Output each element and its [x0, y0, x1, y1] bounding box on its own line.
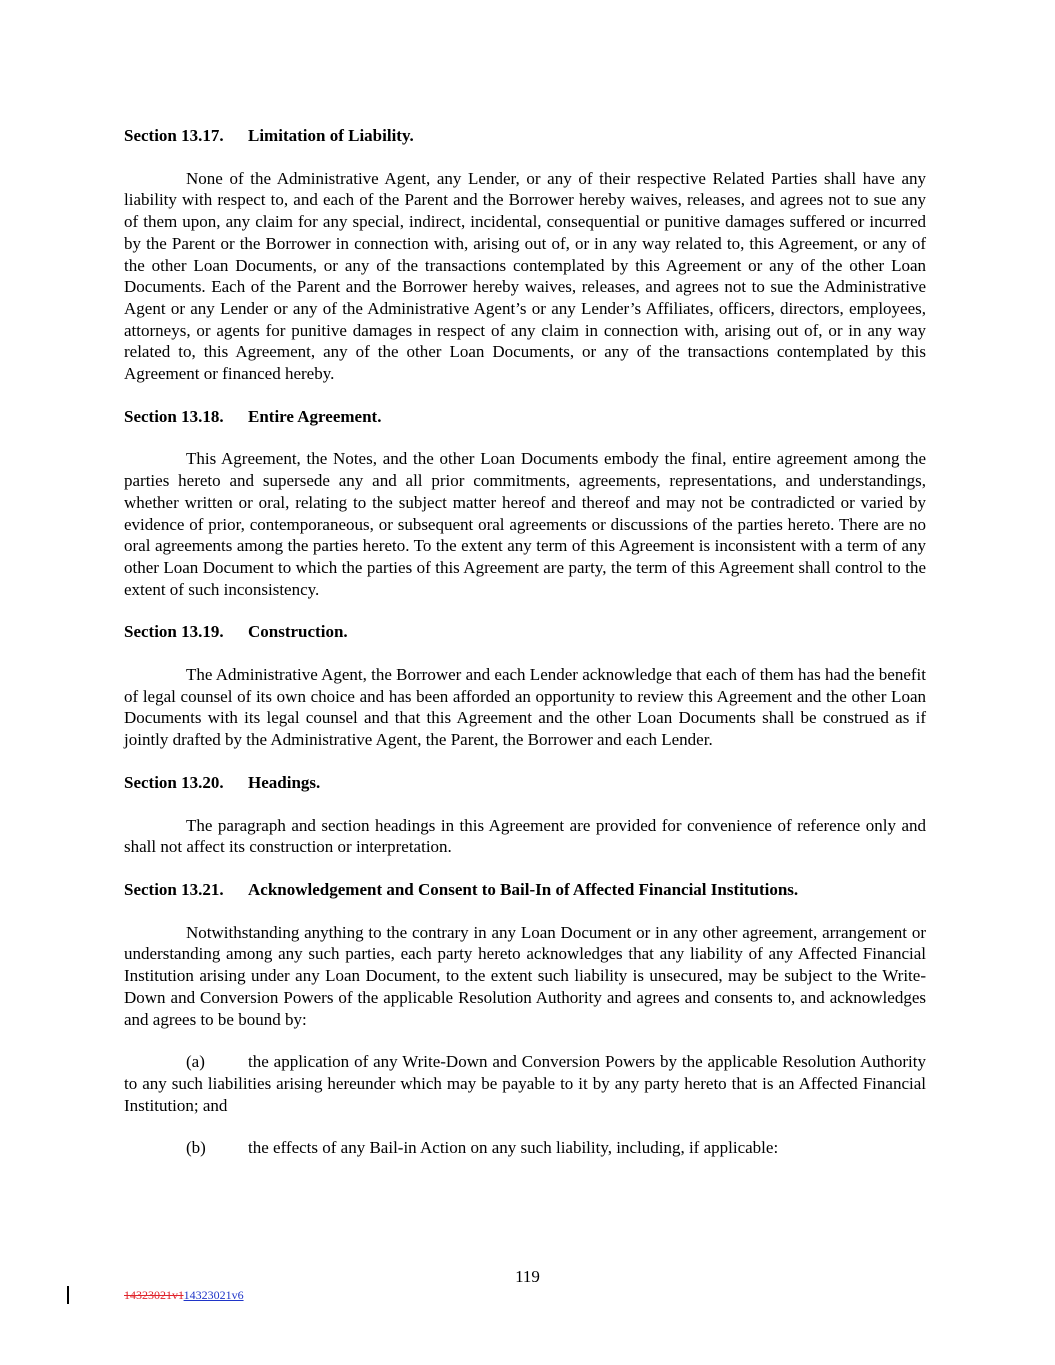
section-paragraph: The Administrative Agent, the Borrower and each Lender acknowledge that each of them has had the benefit of legal counsel of its own choice and has been afforded an opportunity to review this Agreement and the other Loan Documents with its legal counsel and that this Agreement and the other Loan Documents shall be construed as if jointly drafted by the Administrative Agent, the Parent, the Borrower and each Lender.: [124, 665, 926, 750]
section-paragraph: The paragraph and section headings in this Agreement are provided for convenience of reference only and shall not affect its construction or interpretation.: [124, 815, 926, 857]
section-title: Limitation of Liability.: [248, 126, 414, 145]
section-number: Section 13.17.: [124, 126, 224, 145]
section-number: Section 13.19.: [124, 622, 224, 642]
document-id-deleted: 14323021v1: [124, 1288, 184, 1302]
change-bar: [67, 1286, 69, 1304]
section-13-19: [124, 621, 926, 751]
document-id-inserted: 14323021v6: [183, 1288, 244, 1302]
section-13-20: [124, 772, 926, 858]
section-paragraph: Notwithstanding anything to the contrary in any Loan Document or in any other agreement, arrangement or understanding among any such parties, each party hereto acknowledges that any liability of any Affected Financial Institution arising under any Loan Document, to the extent such liability is unsecured, may be subject to the Write-Down and Conversion Powers of the applicable Resolution Authority and agrees and consents to, and acknowledges and agrees to be bound by:: [124, 922, 926, 1029]
page-number: 119: [515, 1267, 540, 1286]
subparagraph-label: (a): [186, 1052, 205, 1072]
section-13-18: [124, 406, 926, 601]
section-title: Entire Agreement.: [248, 406, 382, 426]
document-page: [124, 125, 926, 1180]
section-title: Headings.: [248, 772, 321, 792]
section-heading: [124, 879, 926, 901]
subparagraph-text: the effects of any Bail-in Action on any such liability, including, if applicable:: [248, 1138, 779, 1158]
section-title: Construction.: [248, 622, 348, 642]
subparagraph-text: the application of any Write-Down and Conversion Powers by the applicable Resolution Authority to any such liabilities arising hereunder which may be payable to it by any party hereto that is an Affected Financial Institution; and: [124, 1052, 926, 1115]
section-heading: [124, 621, 926, 643]
section-paragraph: This Agreement, the Notes, and the other Loan Documents embody the final, entire agreement among the parties hereto and supersede any and all prior commitments, agreements, representations, and understandings, whether written or oral, relating to the subject matter hereof and thereof and may not be contradicted or varied by evidence of prior, contemporaneous, or subsequent oral agreements or discussions of the parties hereto. There are no oral agreements among the parties hereto. To the extent any term of this Agreement is inconsistent with a term of any other Loan Document to which the parties of this Agreement are party, the term of this Agreement shall control to the extent of such inconsistency.: [124, 449, 926, 599]
section-heading: [124, 125, 926, 147]
subparagraph-b: [124, 1137, 926, 1159]
section-heading: [124, 772, 926, 794]
section-13-21: [124, 879, 926, 1159]
section-13-17: [124, 125, 926, 385]
section-title: Acknowledgement and Consent to Bail-In of Affected Financial Institutions.: [248, 879, 799, 899]
section-number: Section 13.18.: [124, 406, 224, 426]
document-id: [124, 1288, 244, 1302]
section-paragraph: None of the Administrative Agent, any Lender, or any of their respective Related Parties shall have any liability with respect to, and each of the Parent and the Borrower hereby waives, releases, and agrees not to sue any of them upon, any claim for any special, indirect, incidental, consequential or punitive damages suffered or incurred by the Parent or the Borrower in connection with, arising out of, or in any way related to, this Agreement, or any of the other Loan Documents, or any of the transactions contemplated by this Agreement or any of the other Loan Documents. Each of the Parent and the Borrower hereby waives, releases, and agrees not to sue the Administrative Agent or any Lender or any of the Administrative Agent’s or any Lender’s Affiliates, officers, directors, employees, attorneys, or agents for punitive damages in respect of any claim in connection with, arising out of, or in any way related to, this Agreement, any of the other Loan Documents, or any of the transactions contemplated by this Agreement or financed hereby.: [124, 168, 926, 384]
section-heading: [124, 406, 926, 428]
section-number: Section 13.21.: [124, 879, 224, 899]
section-number: Section 13.20.: [124, 772, 224, 792]
subparagraph-a: [124, 1051, 926, 1116]
subparagraph-label: (b): [186, 1138, 206, 1158]
